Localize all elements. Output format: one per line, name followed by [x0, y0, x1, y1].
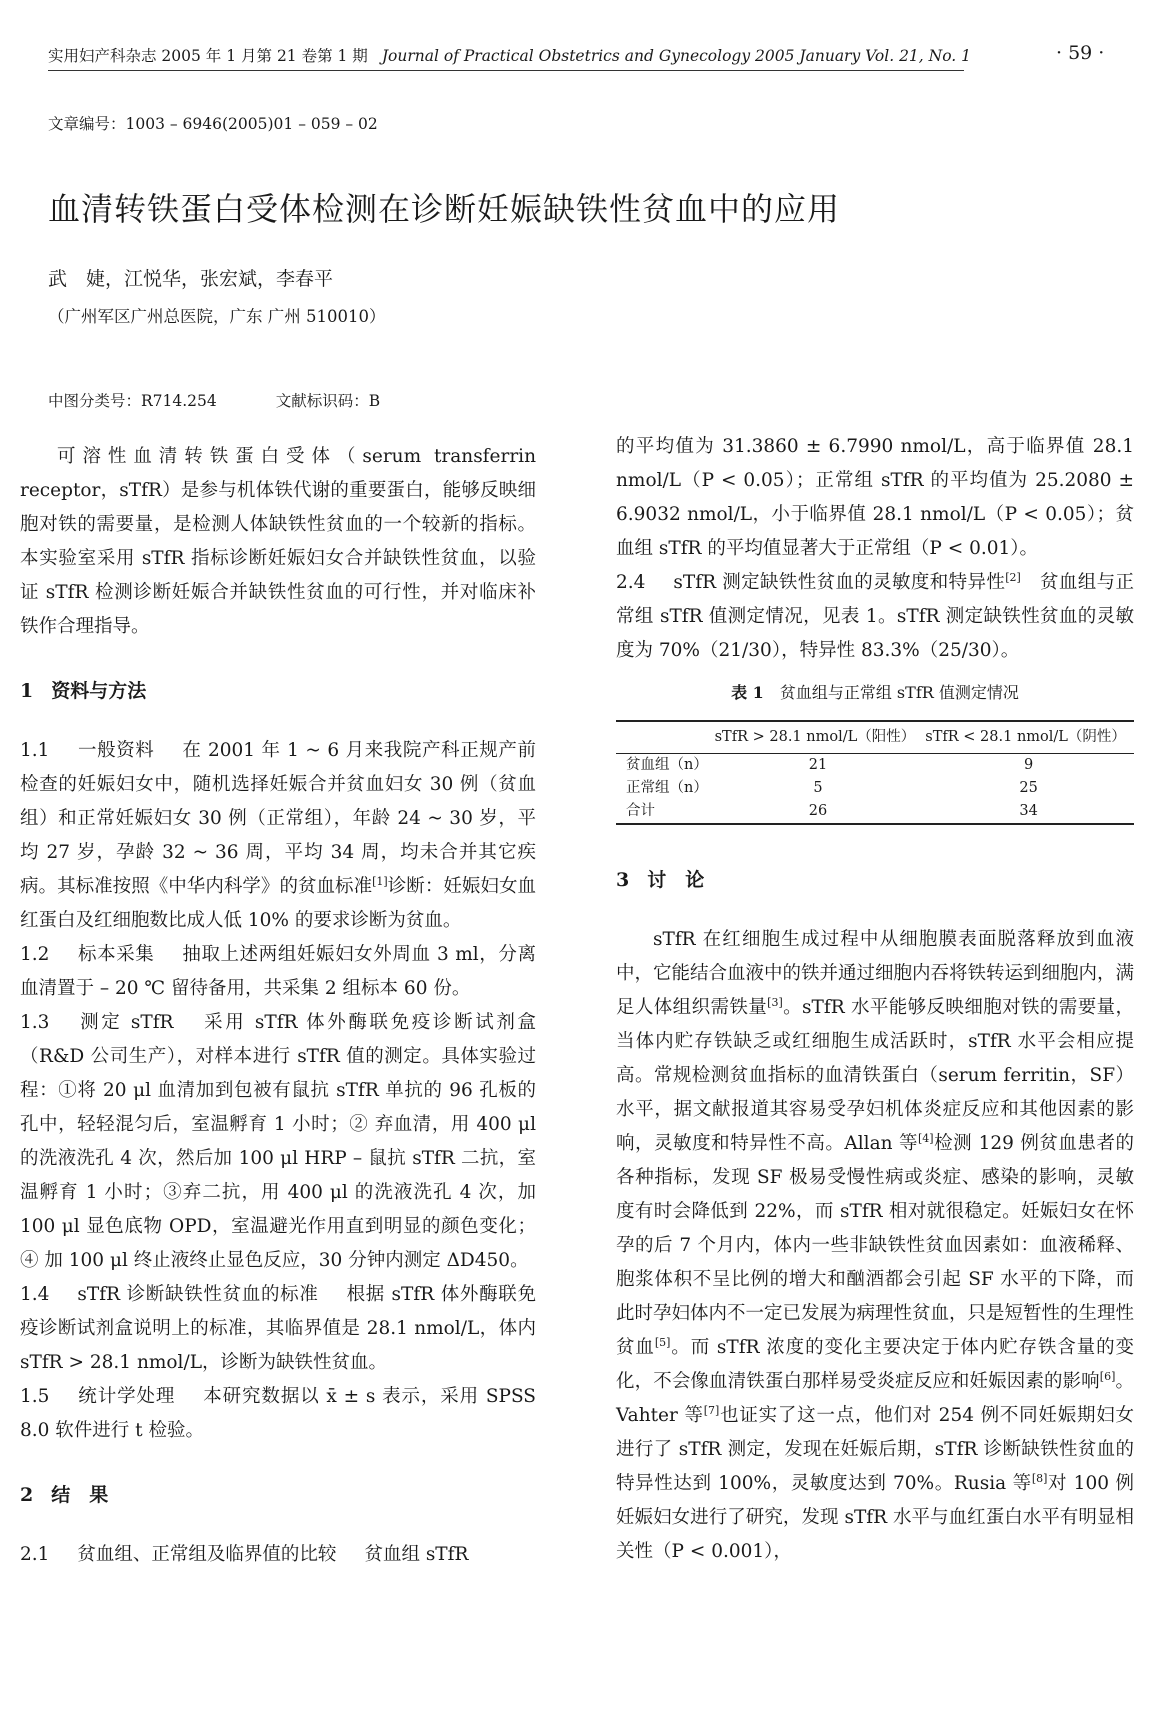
table-row [616, 777, 1134, 800]
paragraph-text: sTfR 在红细胞生成过程中从细胞膜表面脱落释放到血液中，它能结合血液中的铁并通过细胞内吞将铁转运到细胞内，满足人体组织需铁量 [616, 929, 1135, 1018]
subsection-number: 1.5 [20, 1386, 50, 1407]
subsection-number: 2.1 [20, 1544, 50, 1565]
table-header-cell [616, 721, 713, 754]
section-number: 2 [20, 1484, 34, 1506]
page-number: · 59 · [1056, 42, 1105, 64]
table-header-cell: sTfR > 28.1 nmol/L（阳性） [714, 729, 916, 745]
subsection-number: 1.1 [20, 740, 50, 761]
subsection-number: 1.3 [20, 1012, 50, 1033]
citation-ref: [7] [703, 1403, 720, 1417]
table-cell: 26 [808, 803, 828, 819]
author-affiliation: （广州军区广州总医院，广东 广州 510010） [48, 307, 386, 326]
table-cell: 贫血组（n） [626, 757, 708, 773]
article-number: 文章编号：1003 – 6946(2005)01 – 059 – 02 [48, 115, 378, 133]
running-header-journal [48, 44, 971, 71]
table-header-cell: sTfR < 28.1 nmol/L（阴性） [925, 729, 1126, 745]
subsection-title: 贫血组、正常组及临界值的比较 [77, 1544, 337, 1565]
paragraph-1-4 [20, 1278, 536, 1380]
article-title: 血清转铁蛋白受体检测在诊断妊娠缺铁性贫血中的应用 [48, 190, 841, 228]
section-number: 1 [20, 680, 34, 702]
running-header [48, 40, 1105, 70]
classification-row [48, 389, 1044, 411]
paragraph-text: 检测 129 例贫血患者的各种指标，发现 SF 极易受慢性病或炎症、感染的影响，灵敏度有时会降低到 22%，而 sTfR 相对就很稳定。妊娠妇女在怀孕的后 7 个月内，体内一些非缺铁性贫血因素如：血液稀释、胞浆体积不呈比例的增大和酗酒都会引起 SF 水平的下降，而此时孕妇体内不一定已发展为病理性贫血，只是短暂性的生理性贫血 [616, 1133, 1135, 1358]
intro-paragraph: 可溶性血清转铁蛋白受体（serum transferrin receptor，sTfR）是参与机体铁代谢的重要蛋白，能够反映细胞对铁的需要量，是检测人体缺铁性贫血的一个较新的指标。本实验室采用 sTfR 指标诊断妊娠妇女合并缺铁性贫血，以验证 sTfR 检测诊断妊娠合并缺铁性贫血的可行性，并对临床补铁作合理指导。 [20, 446, 536, 637]
table-cell: 合计 [626, 803, 655, 819]
subsection-title: sTfR 诊断缺铁性贫血的标准 [77, 1284, 319, 1305]
citation-ref: [8] [1031, 1471, 1048, 1485]
subsection-title: 标本采集 [77, 944, 155, 965]
section-number: 3 [616, 869, 630, 891]
paragraph-2-4 [616, 566, 1134, 668]
section-title: 结 果 [51, 1484, 109, 1506]
section-heading-3 [616, 863, 1134, 897]
paragraph-text: 对 100 例妊娠妇女进行了研究，发现 sTfR 水平与血红蛋白水平有明显相关性（P < 0.001）， [616, 1473, 1135, 1562]
body-columns [20, 436, 1154, 1734]
journal-name-en: Journal of Practical Obstetrics and Gynecology 2005 January Vol. 21, No. 1 [381, 47, 971, 65]
paragraph-text: 也证实了这一点，他们对 254 例不同妊娠期妇女进行了 sTfR 测定，发现在妊娠后期，sTfR 诊断缺铁性贫血的特异性达到 100%，灵敏度达到 70%。Rusia 等 [616, 1405, 1134, 1494]
section-heading-2 [20, 1478, 536, 1512]
paragraph-2-1 [20, 1538, 536, 1572]
document-code: 文献标识码：B [275, 392, 381, 410]
subsection-number: 2.4 [616, 572, 646, 593]
paragraph-1-5 [20, 1380, 536, 1448]
section-title: 讨 论 [647, 869, 705, 891]
paragraph-text: 诊断：妊娠妇女血红蛋白及红细胞数比成人低 10% 的要求诊断为贫血。 [20, 876, 536, 931]
subsection-title: 统计学处理 [77, 1386, 176, 1407]
subsection-title: sTfR 测定缺铁性贫血的灵敏度和特异性 [673, 572, 1006, 593]
results-table [616, 720, 1134, 825]
subsection-title: 一般资料 [77, 740, 155, 761]
paragraph-text: 抽取上述两组妊娠妇女外周血 3 ml，分离血清置于 – 20 ℃ 留待备用，共采集 2 组标本 60 份。 [20, 944, 536, 999]
citation-ref: [1] [372, 874, 388, 888]
author-list: 武 婕，江悦华，张宏斌，李春平 [48, 268, 334, 290]
table-header-row [616, 721, 1134, 754]
paragraph-text: 根据 sTfR 体外酶联免疫诊断试剂盒说明上的标准，其临界值是 28.1 nmol/L，体内 sTfR > 28.1 nmol/L，诊断为缺铁性贫血。 [20, 1284, 536, 1373]
subsection-number: 1.4 [20, 1284, 50, 1305]
paragraph-1-2 [20, 938, 536, 1006]
citation-ref: [2] [1005, 570, 1021, 584]
table-cell: 正常组（n） [626, 780, 708, 796]
paragraph-text: 采用 sTfR 体外酶联免疫诊断试剂盒（R&D 公司生产），对样本进行 sTfR 值的测定。具体实验过程：①将 20 μl 血清加到包被有鼠抗 sTfR 单抗的 96 孔板的孔中，轻轻混匀后，室温孵育 1 小时；② 弃血清，用 400 μl 的洗液洗孔 4 次，然后加 100 μl HRP – 鼠抗 sTfR 二抗，室温孵育 1 小时；③弃二抗，用 400 μl 的洗液洗孔 4 次，加 100 μl 显色底物 OPD，室温避光作用直到明显的颜色变化；④ 加 100 μl 终止液终止显色反应，30 分钟内测定 ΔD450。 [20, 1012, 536, 1271]
clc-number: 中图分类号：R714.254 [48, 392, 217, 410]
citation-ref: [5] [654, 1335, 671, 1349]
citation-ref: [3] [767, 995, 783, 1009]
subsection-number: 1.2 [20, 944, 50, 965]
paragraph-text: 。Vahter 等 [616, 1371, 1134, 1426]
citation-ref: [4] [918, 1131, 934, 1145]
table-row [616, 800, 1134, 824]
citation-ref: [6] [1099, 1369, 1116, 1383]
section-heading-1 [20, 674, 536, 708]
table-cell: 5 [813, 780, 823, 796]
left-column [20, 440, 536, 1572]
paragraph-1-1 [20, 734, 536, 938]
table-cell: 34 [1019, 803, 1038, 819]
table-label: 表 1 [731, 683, 764, 702]
paragraph-text: 本研究数据以 x̄ ± s 表示，采用 SPSS 8.0 软件进行 t 检验。 [20, 1386, 536, 1441]
paragraph-text: 。而 sTfR 浓度的变化主要决定于体内贮存铁含量的变化，不会像血清铁蛋白那样易受炎症反应和妊娠因素的影响 [616, 1337, 1134, 1392]
table-caption [616, 676, 1134, 710]
subsection-title: 测定 sTfR [77, 1012, 174, 1033]
paragraph-text: 贫血组与正常组 sTfR 值测定情况，见表 1。sTfR 测定缺铁性贫血的灵敏度为 70%（21/30），特异性 83.3%（25/30）。 [616, 572, 1134, 661]
table-caption-text: 贫血组与正常组 sTfR 值测定情况 [779, 683, 1019, 702]
table-cell: 25 [1019, 780, 1038, 796]
table-row [616, 754, 1134, 778]
table-cell: 21 [808, 757, 828, 773]
table-cell: 9 [1024, 757, 1034, 773]
paragraph-2-1-continued: 的平均值为 31.3860 ± 6.7990 nmol/L，高于临界值 28.1 nmol/L（P < 0.05）；正常组 sTfR 的平均值为 25.2080 ± 6.9032 nmol/L，小于临界值 28.1 nmol/L（P < 0.05）；贫血组 sTfR 的平均值显著大于正常组（P < 0.01）。 [616, 436, 1134, 559]
journal-name-cn: 实用妇产科杂志 2005 年 1 月第 21 卷第 1 期 [48, 47, 368, 65]
paragraph-1-3 [20, 1006, 536, 1278]
paragraph-text: 贫血组 sTfR [364, 1544, 469, 1565]
paragraph-text: 在 2001 年 1 ~ 6 月来我院产科正规产前检查的妊娠妇女中，随机选择妊娠合并贫血妇女 30 例（贫血组）和正常妊娠妇女 30 例（正常组），年龄 24 ~ 30 岁，平均 27 岁，孕龄 32 ~ 36 周，平均 34 周，均未合并其它疾病。其标准按照《中华内科学》的贫血标准 [20, 740, 536, 897]
discussion-paragraph [616, 923, 1134, 1569]
paragraph-text: 。sTfR 水平能够反映细胞对铁的需要量，当体内贮存铁缺乏或红细胞生成活跃时，sTfR 水平会相应提高。常规检测贫血指标的血清铁蛋白（serum ferritin，SF）水平，据文献报道其容易受孕妇机体炎症反应和其他因素的影响，灵敏度和特异性不高。Allan 等 [616, 997, 1134, 1154]
section-title: 资料与方法 [51, 680, 147, 702]
right-column [616, 430, 1134, 1569]
